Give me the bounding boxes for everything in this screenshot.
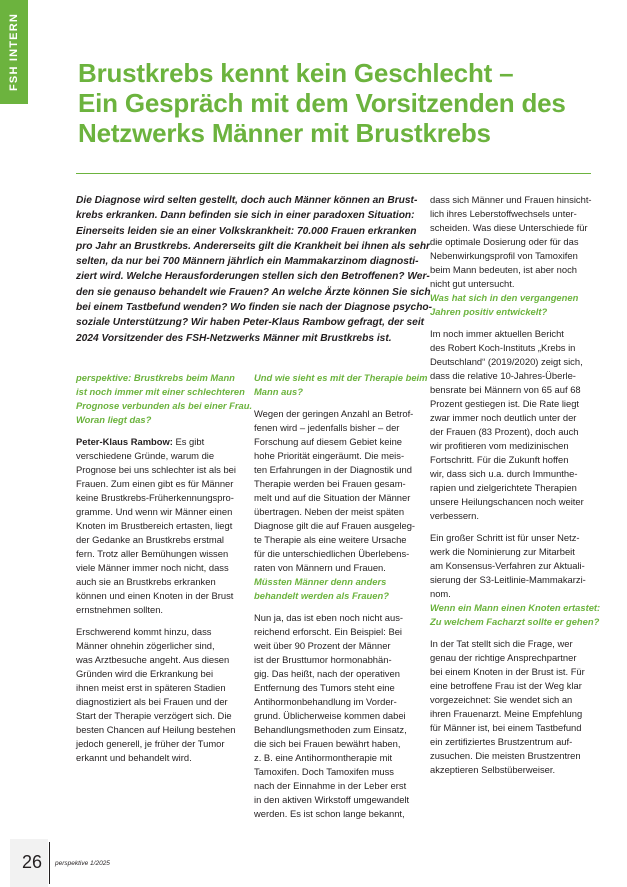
answer-line: rapien und zielgerichtete Therapien [430, 482, 577, 493]
answer-line: der Gedanke an Brustkrebs erstmal [76, 534, 224, 545]
answer-line: besten Chancen auf Heilung bestehen [76, 724, 236, 735]
answer-line: melt und auf die Situation der Männer [254, 492, 411, 503]
answer-line: Prognose bei uns schlechter ist als bei [76, 464, 236, 475]
answer-line: wir, dass sich u.a. durch Immunthe- [430, 468, 578, 479]
answer-line: bei einem Knoten in der Brust ist. Für [430, 666, 585, 677]
interview-question [254, 371, 428, 399]
title-line: Netzwerks Männer mit Brustkrebs [78, 118, 491, 148]
answer-line: ten Erfahrungen in der Diagnostik und [254, 464, 412, 475]
magazine-issue: perspektive 1/2025 [55, 860, 110, 867]
question-line: Zu welchem Facharzt sollte er gehen? [430, 616, 600, 627]
interview-answer [430, 327, 596, 523]
answer-line: werden. Es ist schon lange bekannt, [254, 808, 405, 819]
question-line: perspektive: Brustkrebs beim Mann [76, 372, 235, 383]
answer-line: können und einen Knoten in der Brust [76, 590, 234, 601]
intro-line: selten, da nur bei 700 Männern jährlich ein Mammakarzinom diagnosti- [76, 256, 419, 268]
answer-line: verschiedene Gründe, warum die [76, 450, 215, 461]
answer-line: wir profitieren vom medizinischen [430, 440, 569, 451]
answer-line: Deutschland“ (2019/2020) zeigt sich, [430, 356, 583, 367]
title-divider [76, 173, 591, 174]
answer-line: scheiden. Was diese Unterschiede für [430, 222, 588, 233]
interview-answer [254, 611, 420, 821]
intro-line: pro Jahr an Brustkrebs. Andererseits gilt die Krankheit bei ihnen als sehr [76, 240, 431, 252]
answer-line: jedoch generell, je früher der Tumor [76, 738, 225, 749]
answer-line: in den aktiven Wirkstoff umgewandelt [254, 794, 410, 805]
interview-answer [430, 193, 596, 291]
answer-line: auch sie an Brustkrebs erkranken [76, 576, 216, 587]
footer-divider [49, 842, 50, 884]
answer-line: Nun ja, das ist eben noch nicht aus- [254, 612, 404, 623]
answer-line: des Robert Koch-Instituts „Krebs in [430, 342, 576, 353]
question-line: Jahren positiv entwickelt? [430, 306, 548, 317]
intro-line: krebs erkranken. Dann befinden sie sich in einer paradoxen Situation: [76, 210, 415, 222]
answer-line: Erschwerend kommt hinzu, dass [76, 626, 212, 637]
answer-line: Nebenwirkungsprofil von Tamoxifen [430, 250, 578, 261]
answer-line: für Männer ist, bei einem Tastbefund [430, 722, 582, 733]
answer-line: erkannt und behandelt wird. [76, 752, 192, 763]
title-line: Ein Gespräch mit dem Vorsitzenden des [78, 88, 566, 118]
answer-line: lich ihres Leberstoffwechsels unter- [430, 208, 577, 219]
question-line: Müssten Männer denn anders [254, 576, 387, 587]
answer-line: hohe Priorität eingeräumt. Die meis- [254, 450, 405, 461]
question-line: Woran liegt das? [76, 414, 152, 425]
answer-line: am Konsensus-Verfahren zur Aktuali- [430, 560, 585, 571]
answer-line: ihren Frauenarzt. Meine Empfehlung [430, 708, 583, 719]
question-line: behandelt werden als Frauen? [254, 590, 389, 601]
answer-line: dass die relative 10-Jahres-Überle- [430, 370, 576, 381]
answer-line: fenen wird – jedenfalls bisher – der [254, 422, 400, 433]
answer-line: weit über 90 Prozent der Männer [254, 640, 391, 651]
answer-line: viele Männer immer noch nicht, dass [76, 562, 229, 573]
answer-line: Forschung auf diesem Gebiet keine [254, 436, 402, 447]
answer-line: diagnostiziert als bei Frauen und der [76, 696, 228, 707]
answer-line: die sich bei Frauen bewährt haben, [254, 738, 401, 749]
answer-line: bensrate bei Männern von 65 auf 68 [430, 384, 581, 395]
answer-line: der Frauen (83 Prozent), doch auch [430, 426, 579, 437]
answer-line: ernstnehmen sollten. [76, 604, 164, 615]
interview-answer [430, 531, 596, 601]
answer-line: Knoten im Brustbereich ertasten, liegt [76, 520, 233, 531]
answer-line: vorgezeichnet: Sie wendet sich an [430, 694, 573, 705]
answer-line: te Therapie als eine weitere Ursache [254, 534, 407, 545]
answer-line: Fortschritt. Für die Zukunft hoffen [430, 454, 569, 465]
answer-line: Therapie werden bei Frauen gesam- [254, 478, 406, 489]
intro-line: bei einem Tastbefund wenden? Wo finden sie nach der Diagnose psycho- [76, 302, 433, 314]
intro-line: Die Diagnose wird selten gestellt, doch auch Männer können an Brust- [76, 195, 418, 206]
answer-line: unsere Heilungschancen noch weiter [430, 496, 584, 507]
question-line: Und wie sieht es mit der Therapie beim [254, 372, 428, 383]
interview-question [430, 601, 601, 629]
answer-line: Start der Therapie verzögert sich. Die [76, 710, 232, 721]
question-line: Was hat sich in den vergangenen [430, 292, 579, 303]
answer-line: gig. Das heißt, nach der operativen [254, 668, 400, 679]
answer-line: übertragen. Neben der meist späten [254, 506, 405, 517]
intro-line: 2024 Vorsitzender des FSH-Netzwerks Männer mit Brustkrebs ist. [76, 332, 392, 344]
answer-line: reichend erforscht. Ein Beispiel: Bei [254, 626, 402, 637]
section-tab-label: FSH INTERN [8, 13, 20, 91]
interview-question [76, 371, 253, 427]
answer-line: In der Tat stellt sich die Frage, wer [430, 638, 573, 649]
answer-line: akzeptieren Selbstüberweiser. [430, 764, 556, 775]
answer-line: genau der richtige Ansprechpartner [430, 652, 577, 663]
answer-line: Antihormonbehandlung im Vorder- [254, 696, 397, 707]
intro-line: ziert wird. Welche Herausforderungen stellen sich den Betroffenen? Wer- [76, 271, 430, 283]
page-number: 26 [22, 852, 43, 872]
intro-line: Einerseits leiden sie an einer Volkskrankheit: 70.000 Frauen erkranken [76, 225, 417, 237]
question-line: Wenn ein Mann einen Knoten ertastet: [430, 602, 601, 613]
answer-line: Diagnose gilt die auf Frauen ausgeleg- [254, 520, 416, 531]
interview-answer [254, 407, 420, 575]
intro-paragraph [76, 193, 433, 346]
section-tab [0, 0, 28, 104]
answer-line: ein zertifiziertes Brustzentrum auf- [430, 736, 573, 747]
answer-line: Wegen der geringen Anzahl an Betrof- [254, 408, 414, 419]
answer-line: raten von Männern und Frauen. [254, 562, 386, 573]
answer-line: Es gibt [172, 436, 205, 447]
answer-line: ihnen meist erst in späteren Stadien [76, 682, 226, 693]
answer-line: Im noch immer aktuellen Bericht [430, 328, 564, 339]
column-2 [254, 371, 428, 821]
answer-line: z. B. eine Antihormontherapie mit [254, 752, 393, 763]
interview-answer [430, 637, 596, 777]
answer-line: Gründen wird die Erkrankung bei [76, 668, 214, 679]
answer-line: zwar immer noch deutlich unter der [430, 412, 577, 423]
answer-line: fern. Trotz aller Bemühungen wissen [76, 548, 229, 559]
title-line: Brustkrebs kennt kein Geschlecht – [78, 58, 514, 88]
answer-line: werk die Nominierung zur Mitarbeit [430, 546, 575, 557]
answer-line: nicht gut untersucht. [430, 278, 515, 289]
interview-question [254, 575, 420, 603]
intro-line: soziale Unterstützung? Wir haben Peter-Klaus Rambow gefragt, der seit [76, 317, 425, 329]
answer-line: dass sich Männer und Frauen hinsicht- [430, 194, 592, 205]
answer-line: für die unterschiedlichen Überlebens- [254, 548, 410, 559]
answer-line: gramme. Und wenn wir Männer einen [76, 506, 233, 517]
answer-line: keine Brustkrebs-Früherkennungspro- [76, 492, 234, 503]
answer-line: Tamoxifen. Doch Tamoxifen muss [254, 766, 394, 777]
interview-answer [76, 625, 242, 765]
answer-line: Frauen. Zum einen gibt es für Männer [76, 478, 234, 489]
answer-line: nach der Einnahme in der Leber erst [254, 780, 407, 791]
answer-line: nom. [430, 588, 451, 599]
answer-line: zusuchen. Die meisten Brustzentren [430, 750, 581, 761]
answer-line: verbessern. [430, 510, 479, 521]
answer-line: ist der Brusttumor hormonabhän- [254, 654, 392, 665]
answer-line: Männer ohnehin zögerlicher sind, [76, 640, 215, 651]
answer-line: Ein großer Schritt ist für unser Netz- [430, 532, 580, 543]
article-title [78, 58, 608, 148]
intro-line: den sie genauso behandelt wie Frauen? An welche Ärzte können Sie sich [76, 286, 431, 298]
answer-line: die optimale Dosierung oder für das [430, 236, 579, 247]
column-1 [76, 371, 253, 765]
column-3 [430, 193, 601, 777]
interview-question [430, 291, 596, 319]
interview-answer [76, 435, 242, 617]
answer-line: Prozent gestiegen ist. Die Rate liegt [430, 398, 580, 409]
question-line: Prognose verbunden als bei einer Frau. [76, 400, 253, 411]
answer-line: eine betroffene Frau ist der Weg klar [430, 680, 582, 691]
answer-line: was Arztbesuche angeht. Aus diesen [76, 654, 230, 665]
answer-line: Entfernung des Tumors steht eine [254, 682, 395, 693]
answer-line: beim Mann bedeuten, ist aber noch [430, 264, 577, 275]
answer-line: grund. Üblicherweise kommen dabei [254, 710, 406, 721]
question-line: Mann aus? [254, 386, 303, 397]
question-line: ist noch immer mit einer schlechteren [76, 386, 245, 397]
speaker-name: Peter-Klaus Rambow: [76, 436, 173, 447]
answer-line: Behandlungsmethoden zum Einsatz, [254, 724, 407, 735]
answer-line: sierung der S3-Leitlinie-Mammakarzi- [430, 574, 586, 585]
